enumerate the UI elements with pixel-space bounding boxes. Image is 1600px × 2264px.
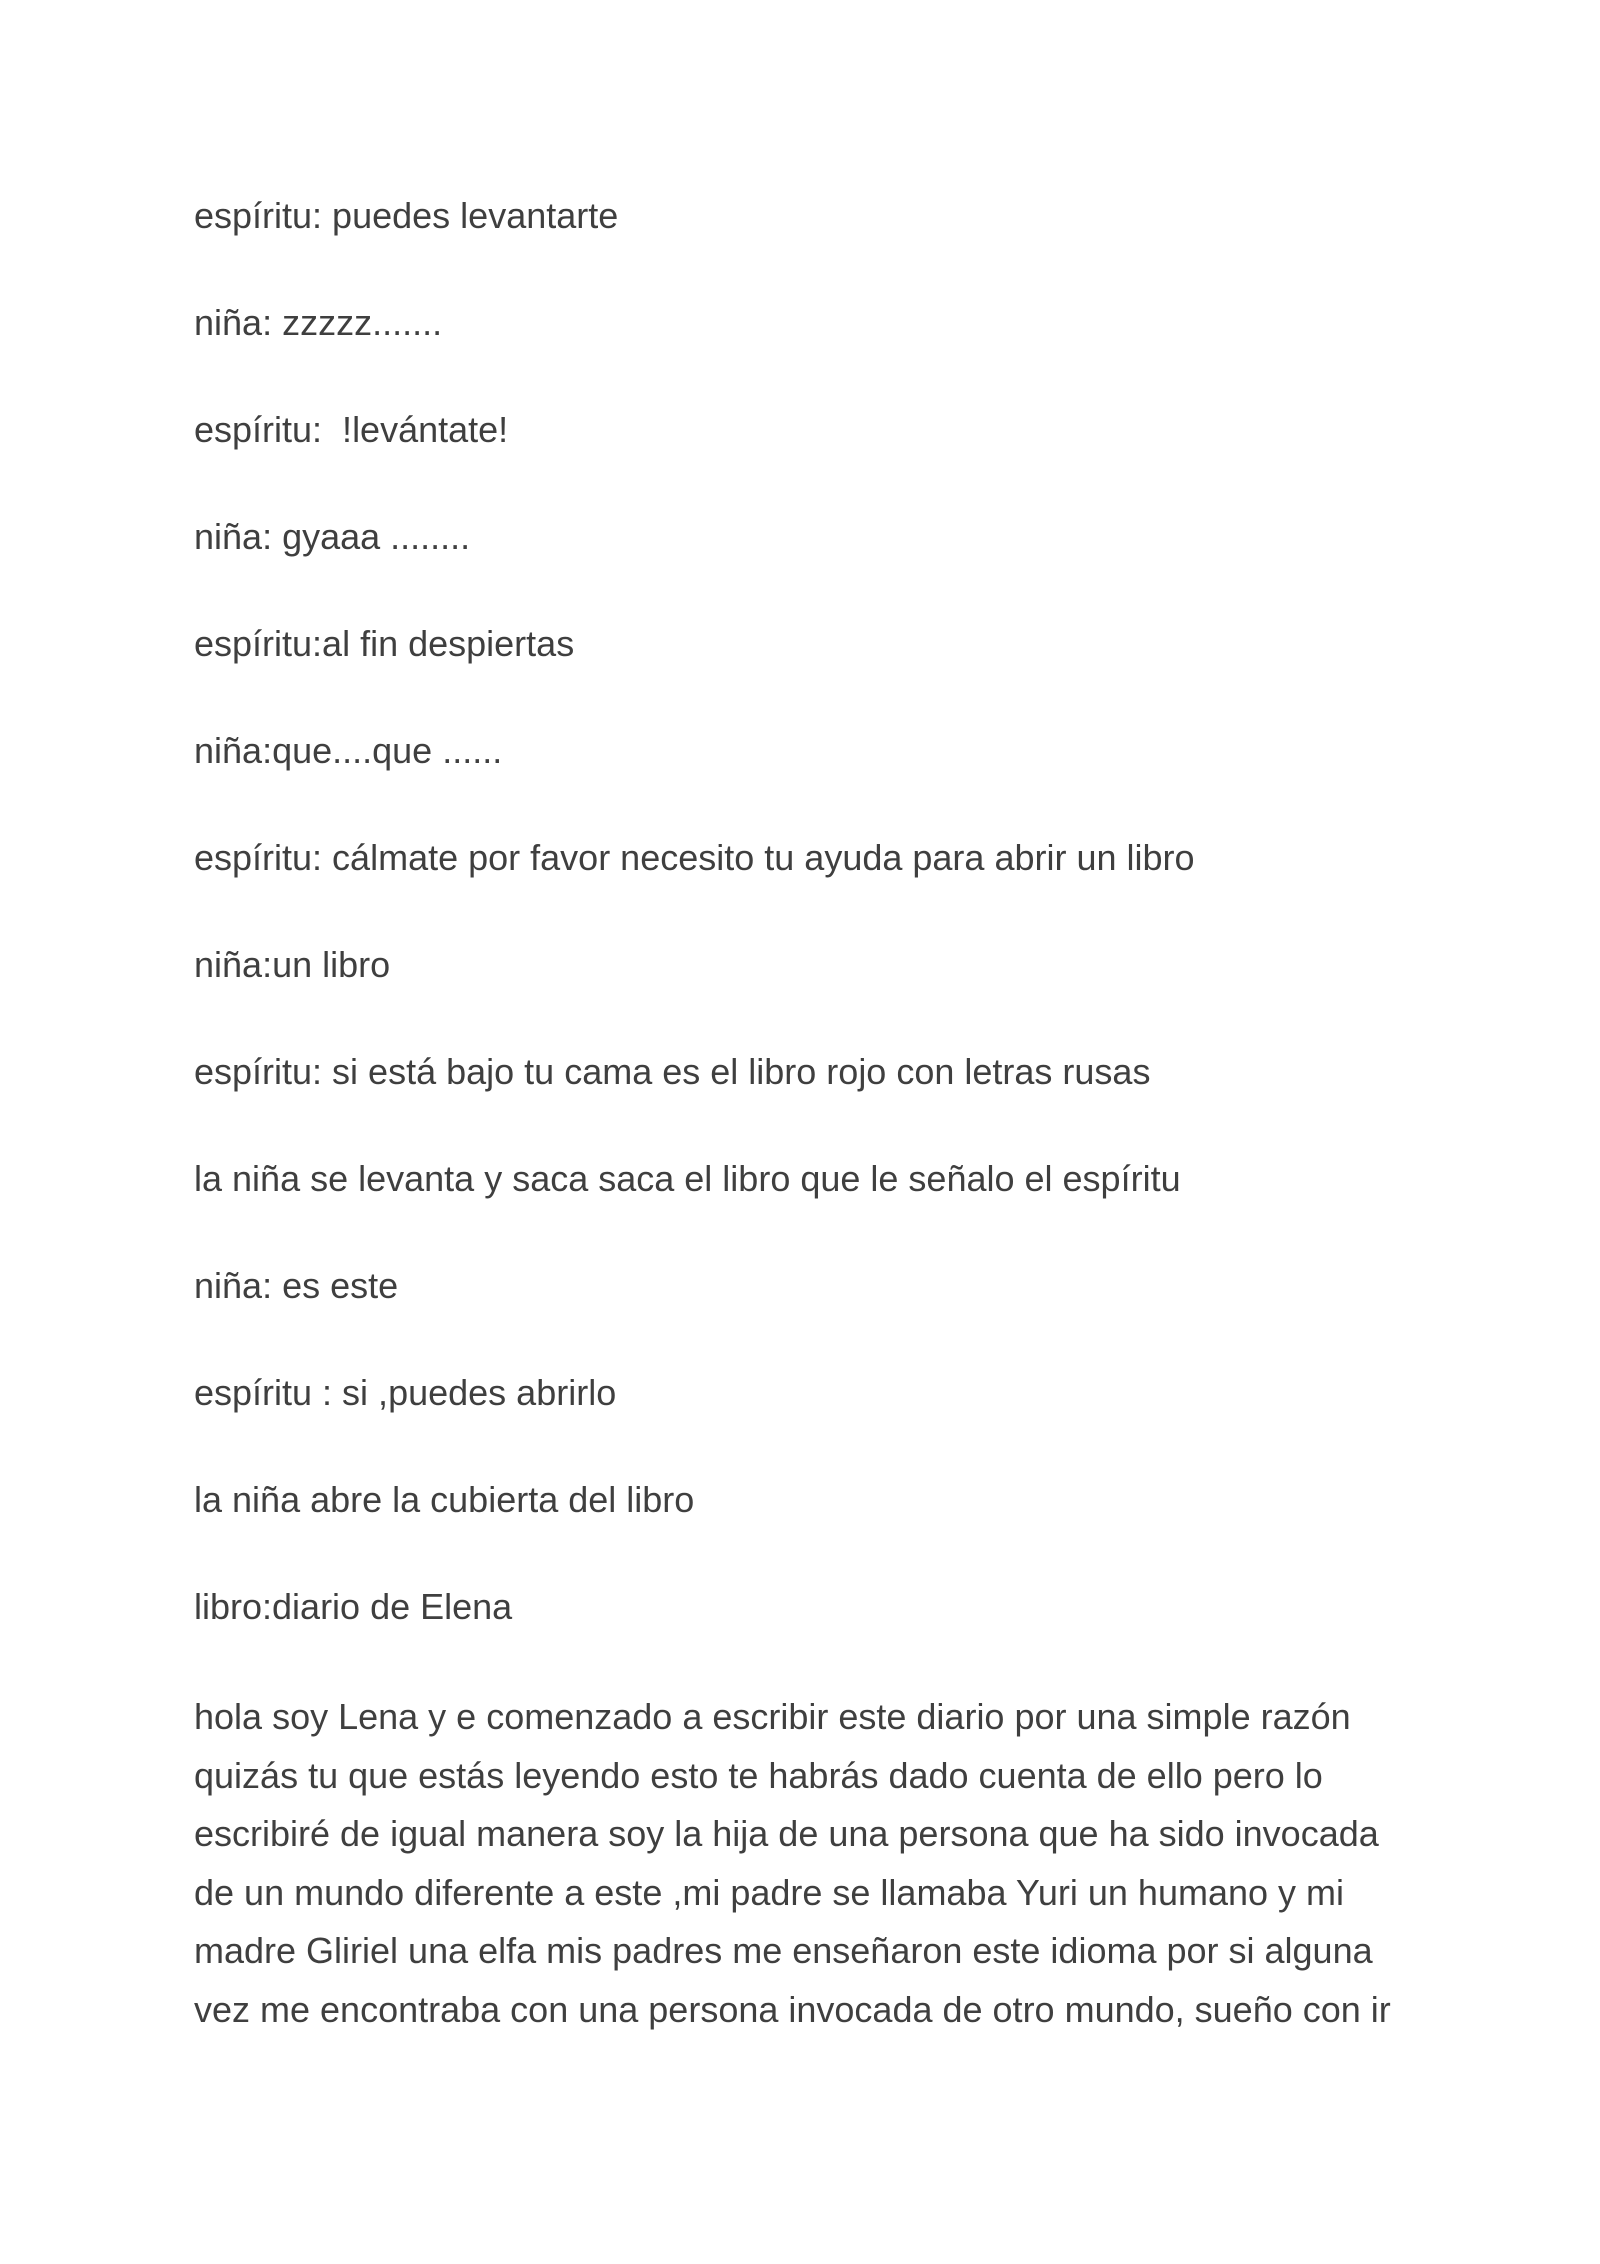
document-body [194, 190, 1424, 2039]
paragraph-line: madre Gliriel una elfa mis padres me enseñaron este idioma por si alguna [194, 1930, 1373, 1971]
text-line: la niña se levanta y saca saca el libro que le señalo el espíritu [194, 1158, 1181, 1199]
text-line: la niña abre la cubierta del libro [194, 1479, 695, 1520]
text-line: libro:diario de Elena [194, 1586, 513, 1627]
text-line: niña:un libro [194, 944, 391, 985]
text-line: espíritu : si ,puedes abrirlo [194, 1372, 617, 1413]
text-line: espíritu:al fin despiertas [194, 623, 575, 664]
paragraph-line: hola soy Lena y e comenzado a escribir este diario por una simple razón [194, 1696, 1351, 1737]
text-line: espíritu: !levántate! [194, 409, 509, 450]
paragraph-line: vez me encontraba con una persona invocada de otro mundo, sueño con ir [194, 1988, 1391, 2030]
paragraph-line: quizás tu que estás leyendo esto te habrás dado cuenta de ello pero lo [194, 1754, 1323, 1796]
paragraph-line: de un mundo diferente a este ,mi padre se llamaba Yuri un humano y mi [194, 1871, 1345, 1913]
paragraph-line: escribiré de igual manera soy la hija de una persona que ha sido invocada [194, 1813, 1379, 1854]
text-line: niña: zzzzz....... [194, 302, 443, 343]
text-line: espíritu: cálmate por favor necesito tu ayuda para abrir un libro [194, 837, 1195, 878]
text-line: niña:que....que ...... [194, 730, 503, 771]
text-line: espíritu: puedes levantarte [194, 195, 619, 236]
text-line: niña: gyaaa ........ [194, 516, 471, 557]
text-line: niña: es este [194, 1265, 399, 1306]
diary-paragraph [194, 1688, 1424, 2039]
text-line: espíritu: si está bajo tu cama es el libro rojo con letras rusas [194, 1051, 1151, 1092]
